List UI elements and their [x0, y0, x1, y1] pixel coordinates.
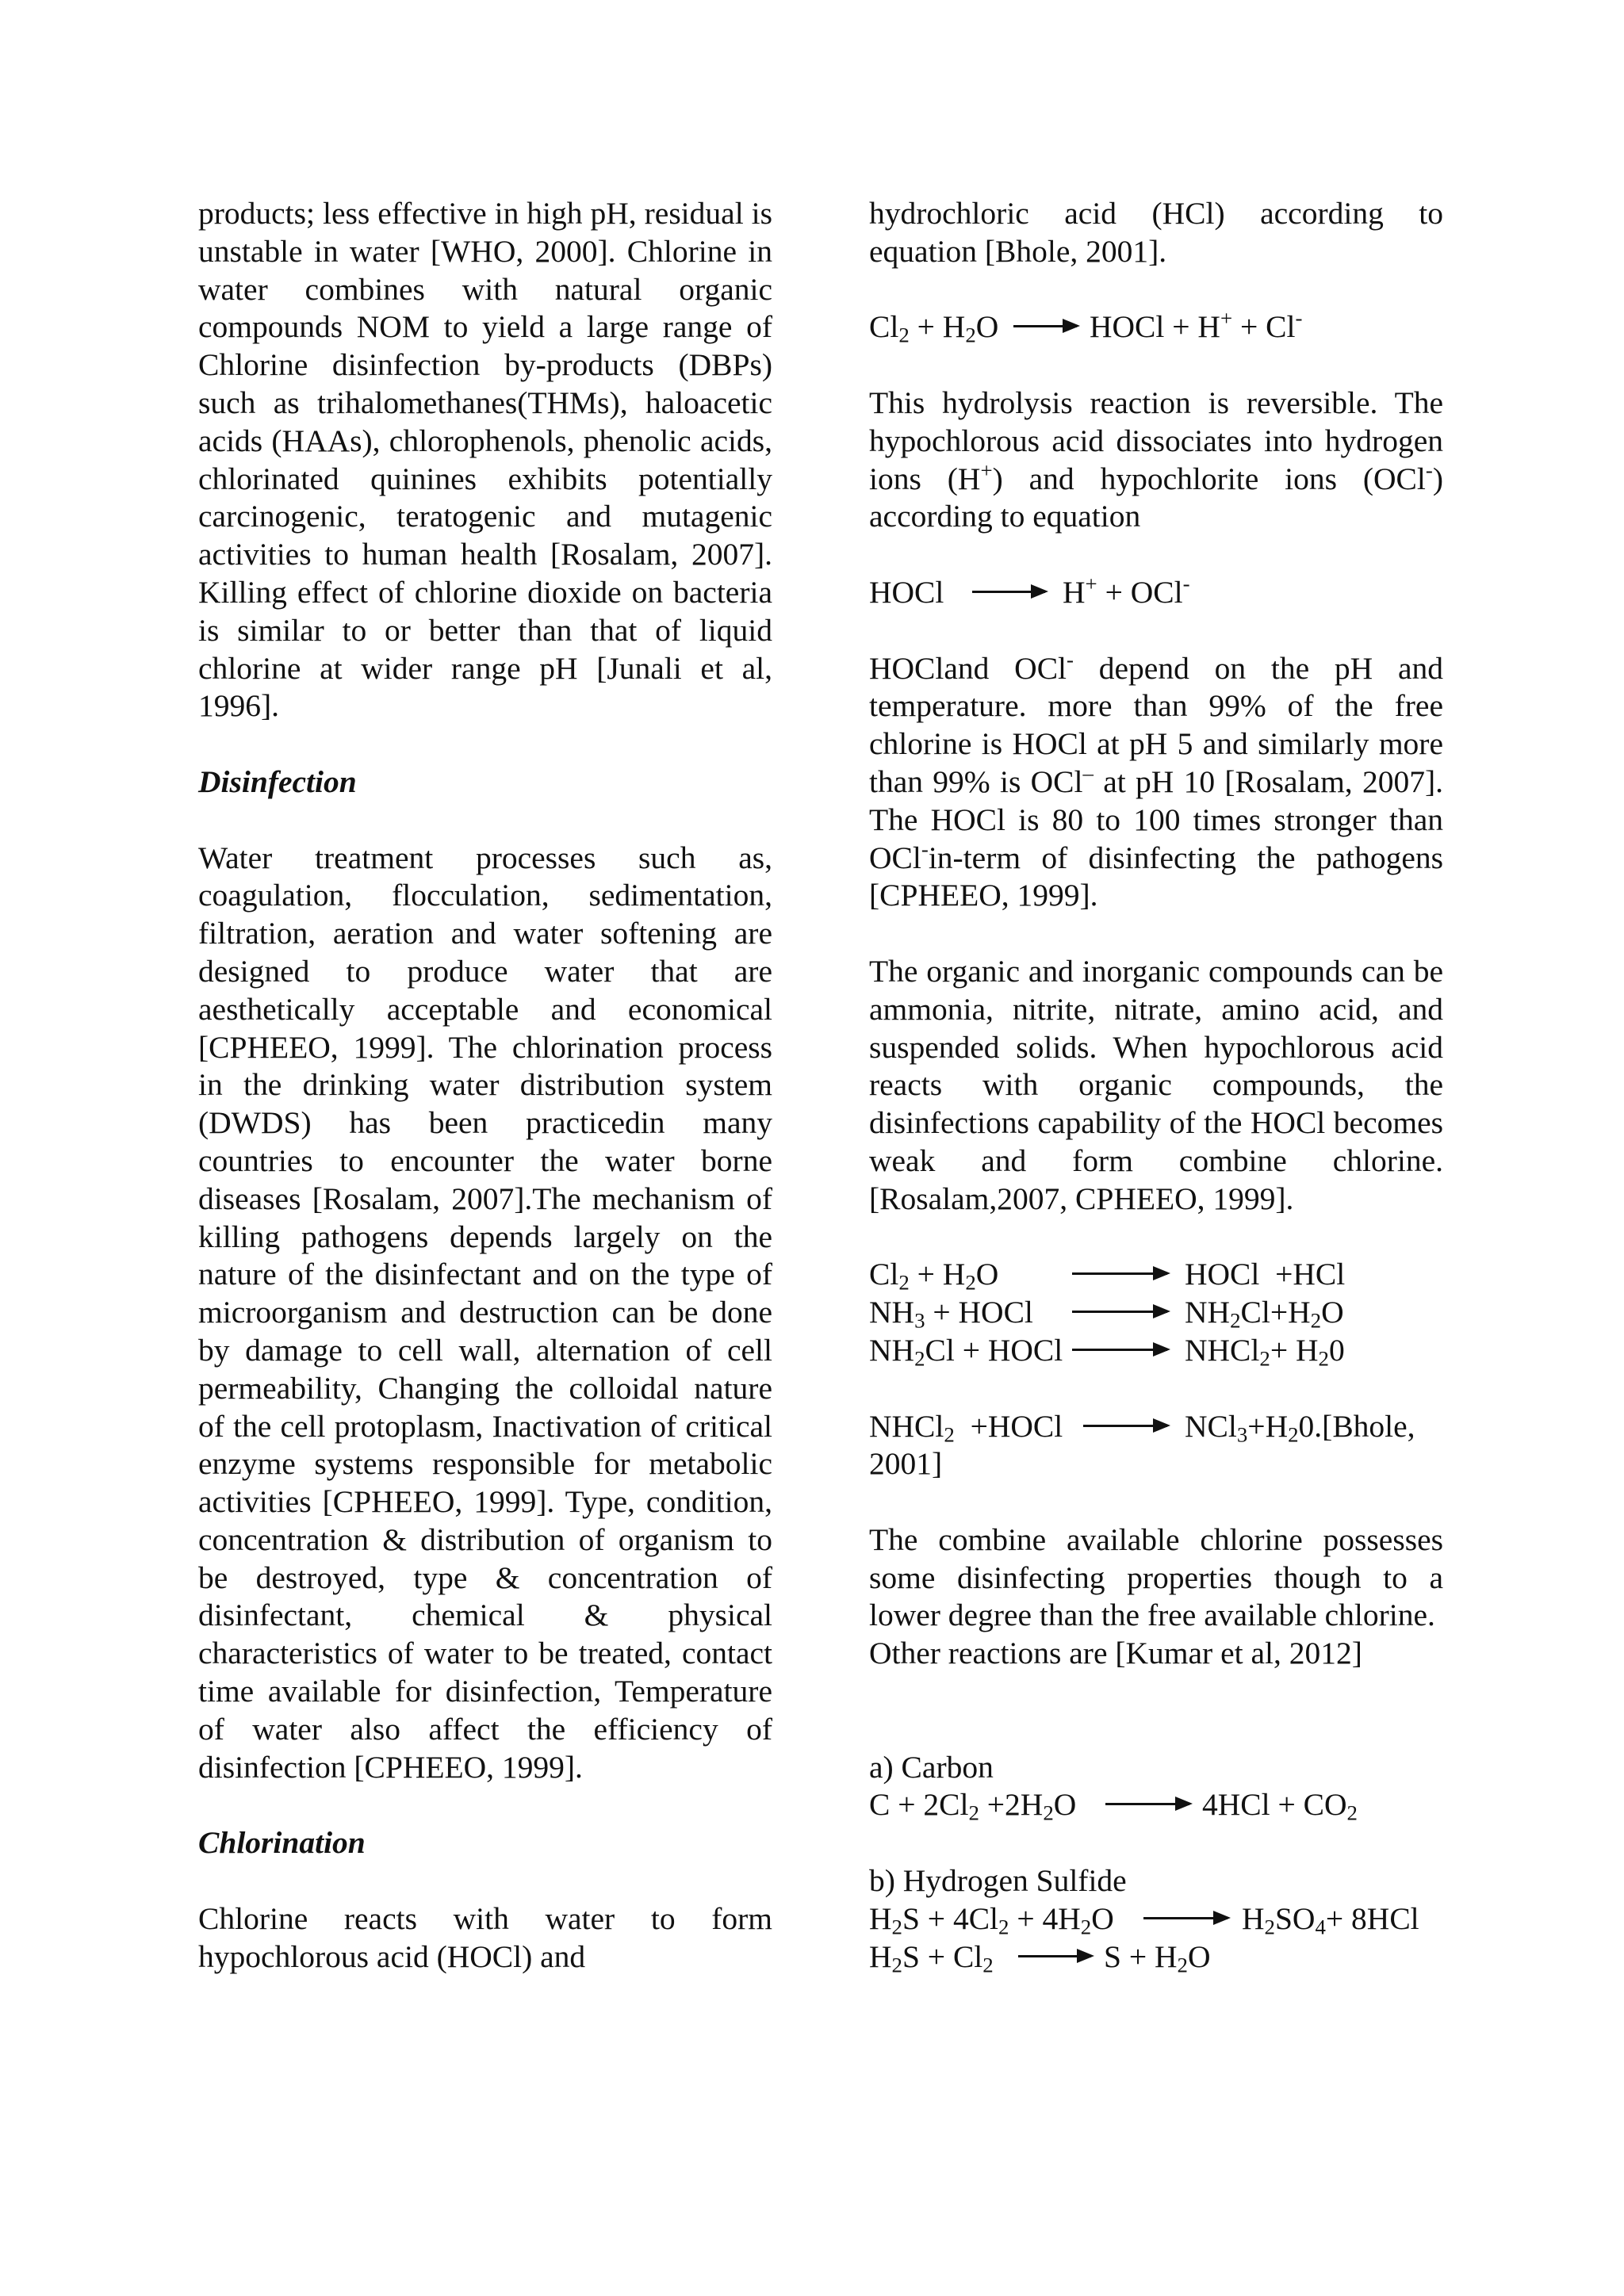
reaction-arrow	[1083, 1425, 1167, 1427]
paragraph-hydrolysis: This hydrolysis reaction is reversible. The hypochlorous acid dissociates into hydrogen ions (H+) and hypochlorite ions (OCl-) according to equation	[869, 385, 1443, 534]
paragraph-combined-chlorine: The combine available chlorine possesses some disinfecting properties though to a lower degree than the free available chlorine.	[869, 1521, 1443, 1633]
heading-disinfection: Disinfection	[198, 763, 357, 799]
equation-carbon: $C + 2Cl_2 +2H_2O$ $4HCl + CO_2$	[869, 1787, 1358, 1826]
equation-row-3: $NH_2Cl$ + HOCl NHCl$_2$+ $H_20$	[869, 1332, 1345, 1371]
heading-chlorination: Chlorination	[198, 1825, 366, 1861]
equation-sulfide-2: $H_2S + Cl_2$ $S + H_2O$	[869, 1938, 1211, 1977]
label-carbon: a) Carbon	[869, 1749, 994, 1785]
equation-row-1: $Cl_2 + H_2O$ HOCl +HCl	[869, 1257, 1346, 1295]
equation-row-2: $NH_3$ + HOCl $NH_2Cl+H_2O$	[869, 1295, 1344, 1333]
equation-dissociation: HOCl H+ + OCl-	[869, 572, 1190, 610]
reaction-arrow	[1072, 1349, 1167, 1351]
paragraph-ph-dependence: HOCland OCl- depend on the pH and temperature. more than 99% of the free chlorine is HOCl at pH 5 and similarly more than 99% is OCl– at pH 10 [Rosalam, 2007]. The HOCl is 80 to 100 times stronger than OCl-in-term of disinfecting the pathogens [CPHEEO, 1999].	[869, 647, 1443, 913]
reaction-arrow	[1072, 1272, 1167, 1275]
paragraph-chlorination: Chlorine reacts with water to form hypochlorous acid (HOCl) and	[198, 1900, 772, 1974]
left-column	[198, 195, 772, 1976]
reaction-arrow	[1013, 325, 1077, 327]
reaction-arrow	[1105, 1803, 1189, 1805]
paragraph-disinfection: Water treatment processes such as, coagulation, flocculation, sedimentation, filtration, aeration and water softening are designed to produce water that are aesthetically acceptable and economical [CPHEEO, 1999]. The chlorination process in the drinking water distribution system (DWDS) has been practicedin many countries to encounter the water borne diseases [Rosalam, 2007].The mechanism of killing pathogens depends largely on the nature of the disinfectant and on the type of microorganism and destruction can be done by damage to cell wall, alternation of cell permeability, Changing the colloidal nature of the cell protoplasm, Inactivation of critical enzyme systems responsible for metabolic activities [CPHEEO, 1999]. Type, condition, concentration & distribution of organism to be destroyed, type & concentration of disinfectant, chemical & physical characteristics of water to be treated, contact time available for disinfection, Temperature of water also affect the efficiency of disinfection [CPHEEO, 1999].	[198, 840, 772, 1785]
reaction-arrow	[972, 591, 1045, 593]
equation-hydrolysis: $Cl_2 + H_2O$ HOCl + H+ + Cl-	[869, 306, 1303, 348]
equation-row-4-citation: 2001]	[869, 1446, 943, 1482]
paragraph-hydrochloric: hydrochloric acid (HCl) according to equation [Bhole, 2001].	[869, 196, 1443, 269]
paragraph-other-reactions: Other reactions are [Kumar et al, 2012]	[869, 1636, 1362, 1671]
right-column	[869, 195, 1443, 1976]
paragraph-by-products: products; less effective in high pH, residual is unstable in water [WHO, 2000]. Chlorine in water combines with natural organic compounds NOM to yield a large range of Chlorine disinfection by-products (DBPs) such as trihalomethanes(THMs), haloacetic acids (HAAs), chlorophenols, phenolic acids, chlorinated quinines exhibits potentially carcinogenic, teratogenic and mutagenic activities to human health [Rosalam, 2007]. Killing effect of chlorine dioxide on bacteria is similar to or better than that of liquid chlorine at wider range pH [Junali et al, 1996].	[198, 196, 772, 724]
reaction-arrow	[1018, 1955, 1091, 1957]
equation-sulfide-1: $H_2S + 4Cl_2 + 4H_2O$ $H_2SO_4+ 8HCl$	[869, 1900, 1419, 1939]
equation-row-4: NHCl$_2$ +HOCl $NCl_3+H_20.[Bhole$,	[869, 1408, 1415, 1447]
label-hydrogen-sulfide: b) Hydrogen Sulfide	[869, 1863, 1127, 1899]
paragraph-compounds: The organic and inorganic compounds can be ammonia, nitrite, nitrate, amino acid, and suspended solids. When hypochlorous acid reacts with organic compounds, the disinfections capability of the HOCl becomes weak and form combine chlorine. [Rosalam,2007, CPHEEO, 1999].	[869, 953, 1443, 1216]
reaction-arrow	[1072, 1311, 1167, 1313]
reaction-arrow	[1143, 1917, 1228, 1919]
